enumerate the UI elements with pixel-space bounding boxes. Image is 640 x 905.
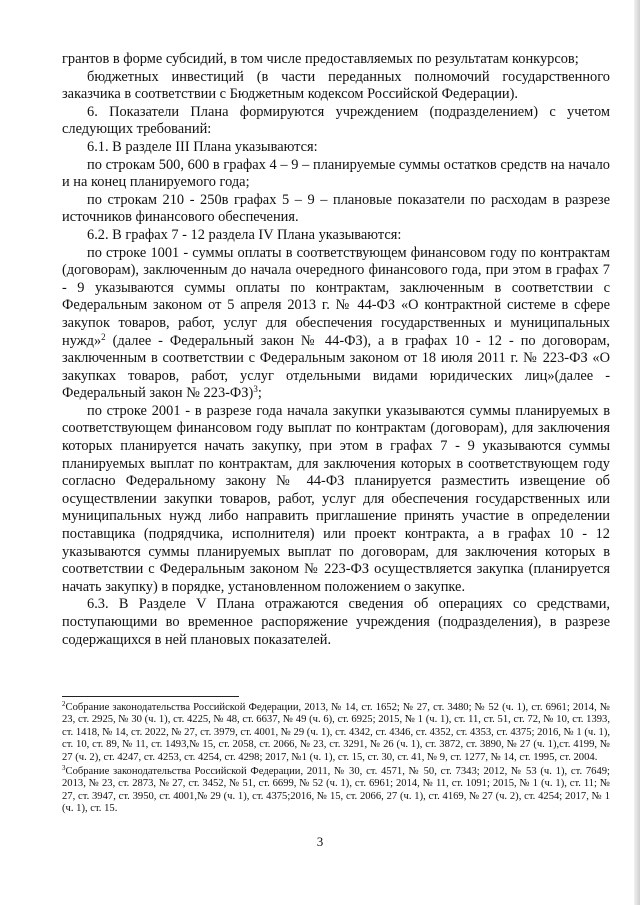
- paragraph-rows-210-250: по строкам 210 - 250в графах 5 – 9 – плановые показатели по расходам в разрезе источников финансового обеспечения.: [62, 191, 610, 226]
- paragraph-item-6-2: 6.2. В графах 7 - 12 раздела IV Плана указываются:: [87, 226, 402, 243]
- paragraph-row-2001: по строке 2001 - в разрезе года начала закупки указываются суммы планируемых в соответствующем финансовом году выплат по контрактам (договорам), для заключения которых планируется начать закупку, при этом в графах 7 - 9 указываются суммы планируемых выплат по контрактам, для заключения которых в соответствующем году согласно Федеральному закону № 44-ФЗ планируется разместить извещение об осуществлении закупки товаров, работ, услуг для обеспечения государственных или муниципальных нужд либо направить приглашение принять участие в определении поставщика (подрядчика, исполнителя) или проект контракта, а в графах 10 - 12 указываются суммы планируемых выплат по договорам, для заключения которых в соответствии с Федеральным законом № 223-ФЗ осуществляется закупка (планируется начать закупку) в порядке, установленном положением о закупке.: [62, 402, 610, 595]
- paragraph-item-6-1: 6.1. В разделе III Плана указываются:: [87, 138, 318, 155]
- paragraph-row-1001: [62, 245, 610, 403]
- footnote-3: [62, 766, 610, 816]
- page-number: 3: [316, 834, 324, 849]
- row-1001-text-a: по строке 1001 - суммы оплаты в соответствующем финансовом году по контрактам (договорам), заключенным до начала очередного финансового года, при этом в графах 7 - 9 указываются суммы оплаты по контрактам, заключенным в соответствии с Федеральным законом от 5 апреля 2013 г. № 44-ФЗ «О контрактной системе в сфере закупок товаров, работ, услуг для обеспечения государственных и муниципальных нужд»: [62, 244, 610, 349]
- footnote-3-text: Собрание законодательства Российской Федерации, 2011, № 30, ст. 4571, № 50, ст. 7343; 2012, № 53 (ч. 1), ст. 7649; 2013, № 23, ст. 2873, № 27, ст. 3452, № 51, ст. 6699, № 52 (ч. 1), ст. 6961; 2014, № 11, ст. 1091; 2015, № 1 (ч. 1), ст. 11; № 27, ст. 3947, ст. 3950, ст. 4001,№ 29 (ч. 1), ст. 4375;2016, № 15, ст. 2066, 27 (ч. 1), ст. 4169, № 27 (ч. 2), ст. 4254; 2017, № 1 (ч. 1), ст. 15.: [62, 766, 610, 815]
- body-text: [62, 51, 610, 649]
- row-1001-text-c: ;: [257, 385, 262, 402]
- footnote-ref-3: 3: [253, 384, 258, 395]
- footnote-2-mark: 2: [62, 700, 66, 708]
- paragraph-item-6: 6. Показатели Плана формируются учреждением (подразделением) с учетом следующих требований:: [62, 103, 610, 138]
- footnote-2-text: Собрание законодательства Российской Федерации, 2013, № 14, ст. 1652; № 27, ст. 3480; № 52 (ч. 1), ст. 6961; 2014, № 23, ст. 2925, № 30 (ч. 1), ст. 4225, № 48, ст. 6637, № 49 (ч. 6), ст. 6925; 2015, № 1 (ч. 1), ст. 11, ст. 51, ст. 72, № 10, ст. 1393, ст. 1418, № 14, ст. 2022, № 27, ст. 3979, ст. 4001, № 29 (ч. 1), ст. 4342, ст. 4346, ст. 4352, ст. 4353, ст. 4375; 2016, № 1 (ч. 1), ст. 10, ст. 89, № 11, ст. 1493,№ 15, ст. 2058, ст. 2066, № 23, ст. 3291, № 26 (ч. 1), ст. 3872, ст. 3890, № 27 (ч. 1),ст. 4199, № 27 (ч. 2), ст. 4247, ст. 4253, ст. 4254, ст. 4298; 2017, №1 (ч. 1), ст. 15, ст. 30, ст. 41, № 9, ст. 1277, № 14, ст. 1995, ст. 2004.: [62, 702, 610, 763]
- footnote-2: [62, 702, 610, 764]
- row-1001-text-b: (далее - Федеральный закон № 44-ФЗ), а в графах 10 - 12 - по договорам, заключенным в соответствии с Федеральным законом от 18 июля 2011 г. № 223-ФЗ «О закупках товаров, работ, услуг отдельными видами юридических лиц»(далее - Федеральный закон № 223-ФЗ): [62, 332, 610, 402]
- paragraph-investments: бюджетных инвестиций (в части переданных полномочий государственного заказчика в соответствии с Бюджетным кодексом Российской Федерации).: [62, 68, 610, 103]
- footnote-ref-2: 2: [101, 331, 106, 342]
- paragraph-item-6-3: 6.3. В Разделе V Плана отражаются сведения об операциях со средствами, поступающими во временное распоряжение учреждения (подразделения), в разрезе содержащихся в ней плановых показателей.: [62, 596, 610, 648]
- page-edge-shadow: [634, 0, 640, 905]
- paragraph-rows-500-600: по строкам 500, 600 в графах 4 – 9 – планируемые суммы остатков средств на начало и на конец планируемого года;: [62, 156, 610, 191]
- footnote-separator: [62, 696, 239, 697]
- footnotes: [62, 702, 610, 818]
- footnote-3-mark: 3: [62, 764, 66, 773]
- paragraph-grants: грантов в форме субсидий, в том числе предоставляемых по результатам конкурсов;: [62, 51, 579, 67]
